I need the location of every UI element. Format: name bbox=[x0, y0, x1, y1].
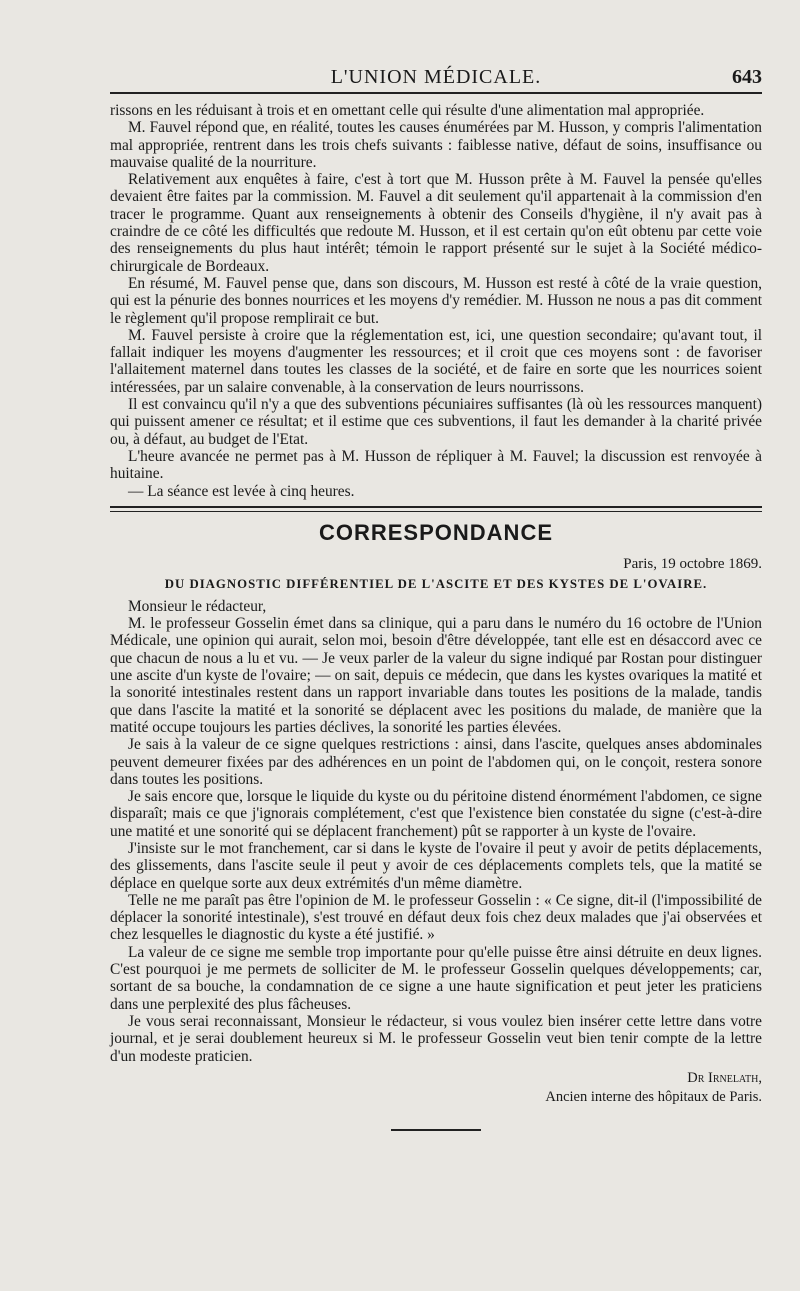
signature-title: Ancien interne des hôpitaux de Paris. bbox=[545, 1088, 762, 1105]
article-body bbox=[110, 102, 762, 500]
paragraph: J'insiste sur le mot franchement, car si dans le kyste de l'ovaire il peut y avoir de petits déplacements, des glissements, dans l'ascite seule il peut y avoir de ces déplacements complets tels, que la matité se déplace en quelque sorte aux deux extrémités d'un même diamètre. bbox=[110, 839, 762, 892]
section-divider bbox=[110, 506, 762, 512]
paragraph: En résumé, M. Fauvel pense que, dans son discours, M. Husson est resté à côté de la vraie question, qui est la pénurie des bonnes nourrices et les moyens d'y remédier. M. Husson ne nous a pas dit comment le règlement qu'il propose remplirait ce but. bbox=[110, 274, 762, 327]
salutation: Monsieur le rédacteur, bbox=[128, 597, 267, 615]
paragraph: Je sais à la valeur de ce signe quelques restrictions : ainsi, dans l'ascite, quelques anses abdominales peuvent demeurer fixées par des adhérences en un point de l'abdomen qui, on le conçoit, restera sonore dans toutes les positions. bbox=[110, 736, 762, 788]
paragraph: Telle ne me paraît pas être l'opinion de M. le professeur Gosselin : « Ce signe, dit-il (l'impossibilité de déplacer la sonorité intestinale), s'est trouvé en défaut deux fois chez deux malades que j'ai observées et chez lesquelles le diagnostic du kyste a été justifié. » bbox=[110, 891, 762, 944]
paragraph: Je vous serai reconnaissant, Monsieur le rédacteur, si vous voulez bien insérer cette lettre dans votre journal, et je serai doublement heureux si M. le professeur Gosselin veut bien tenir compte de la lettre d'un modeste praticien. bbox=[110, 1012, 762, 1065]
paragraph: Il est convaincu qu'il n'y a que des subventions pécuniaires suffisantes (là où les ressources manquent) qui puissent amener ce résultat; et il estime que ces subventions, il faut les demander à la charité privée ou, à défaut, au budget de l'Etat. bbox=[110, 396, 762, 448]
page-number: 643 bbox=[732, 66, 762, 88]
signature-name: Dr Irnelath, bbox=[687, 1069, 762, 1086]
paragraph: M. Fauvel persiste à croire que la réglementation est, ici, une question secondaire; qu'avant tout, il fallait indiquer les moyens d'augmenter les ressources; et il croit que ces moyens sont : de favoriser l'allaitement maternel dans toutes les classes de la société, et de faire en sorte que les nourrices soient intéressées, par un salaire convenable, à la conservation de leurs nourrissons. bbox=[110, 326, 762, 396]
paragraph: rissons en les réduisant à trois et en omettant celle qui résulte d'une alimentation mal appropriée. bbox=[110, 102, 705, 119]
paragraph: La valeur de ce signe me semble trop importante pour qu'elle puisse être ainsi détruite en deux lignes. C'est pourquoi je me permets de solliciter de M. le professeur Gosselin quelques développements; car, sortant de sa bouche, la condamnation de ce signe a une haute signification et peut jeter les praticiens dans une perplexité des plus fâcheuses. bbox=[110, 943, 762, 1013]
paragraph: — La séance est levée à cinq heures. bbox=[128, 482, 355, 500]
paragraph: Relativement aux enquêtes à faire, c'est à tort que M. Husson prête à M. Fauvel la pensée qu'elles devaient être faites par la commission. M. Fauvel a dit seulement qu'il appartenait à la commission d'en tracer le programme. Quant aux renseignements à obtenir des Conseils d'hygiène, il n'y avait pas à craindre de ce côté les difficultés que redoute M. Husson, et il est certain qu'on eût obtenu par cette voie des renseignements du plus haut intérêt; témoin le rapport présenté sur le sujet à la Société médico-chirurgicale de Bordeaux. bbox=[110, 171, 762, 275]
paragraph: M. Fauvel répond que, en réalité, toutes les causes énumérées par M. Husson, y compris l'alimentation mal appropriée, rentrent dans les trois chefs suivants : faiblesse native, défaut de soins, insuffisance ou mauvaise qualité de la nourriture. bbox=[110, 119, 762, 171]
dateline: Paris, 19 octobre 1869. bbox=[623, 555, 762, 572]
paragraph: M. le professeur Gosselin émet dans sa clinique, qui a paru dans le numéro du 16 octobre de l'Union Médicale, une opinion qui aurait, selon moi, besoin d'être développée, tant elle est en désaccord avec ce que chacun de nous a lu et vu. — Je veux parler de la valeur du signe indiqué par Rostan pour distinguer une ascite d'un kyste de l'ovaire; — on sait, depuis ce médecin, que dans les kystes ovariques la matité et la sonorité intestinales restent dans un rapport invariable dans toutes les positions de la malade, tandis que dans l'ascite la matité et la sonorité se déplacent avec les positions du malade, de manière que la matité occupe toujours les parties déclives, la sonorité les parties élevées. bbox=[110, 615, 762, 736]
letter-subtitle: DU DIAGNOSTIC DIFFÉRENTIEL DE L'ASCITE ET DES KYSTES DE L'OVAIRE. bbox=[164, 576, 708, 591]
journal-title: L'UNION MÉDICALE. bbox=[330, 66, 542, 88]
letter-body bbox=[110, 598, 762, 1065]
section-title: CORRESPONDANCE bbox=[318, 519, 554, 545]
paragraph: L'heure avancée ne permet pas à M. Husson de répliquer à M. Fauvel; la discussion est renvoyée à huitaine. bbox=[110, 447, 762, 483]
page-header bbox=[110, 62, 762, 94]
signature-block bbox=[110, 1069, 762, 1107]
paragraph: Je sais encore que, lorsque le liquide du kyste ou du péritoine distend énormément l'abdomen, ce signe disparaît; mais ce que j'ignorais complétement, c'est que l'existence bien constatée du signe (c'est-à-dire une matité et une sonorité qui se déplacent franchement) pût se rapporter à un kyste de l'ovaire. bbox=[110, 788, 762, 840]
end-rule bbox=[391, 1129, 481, 1131]
